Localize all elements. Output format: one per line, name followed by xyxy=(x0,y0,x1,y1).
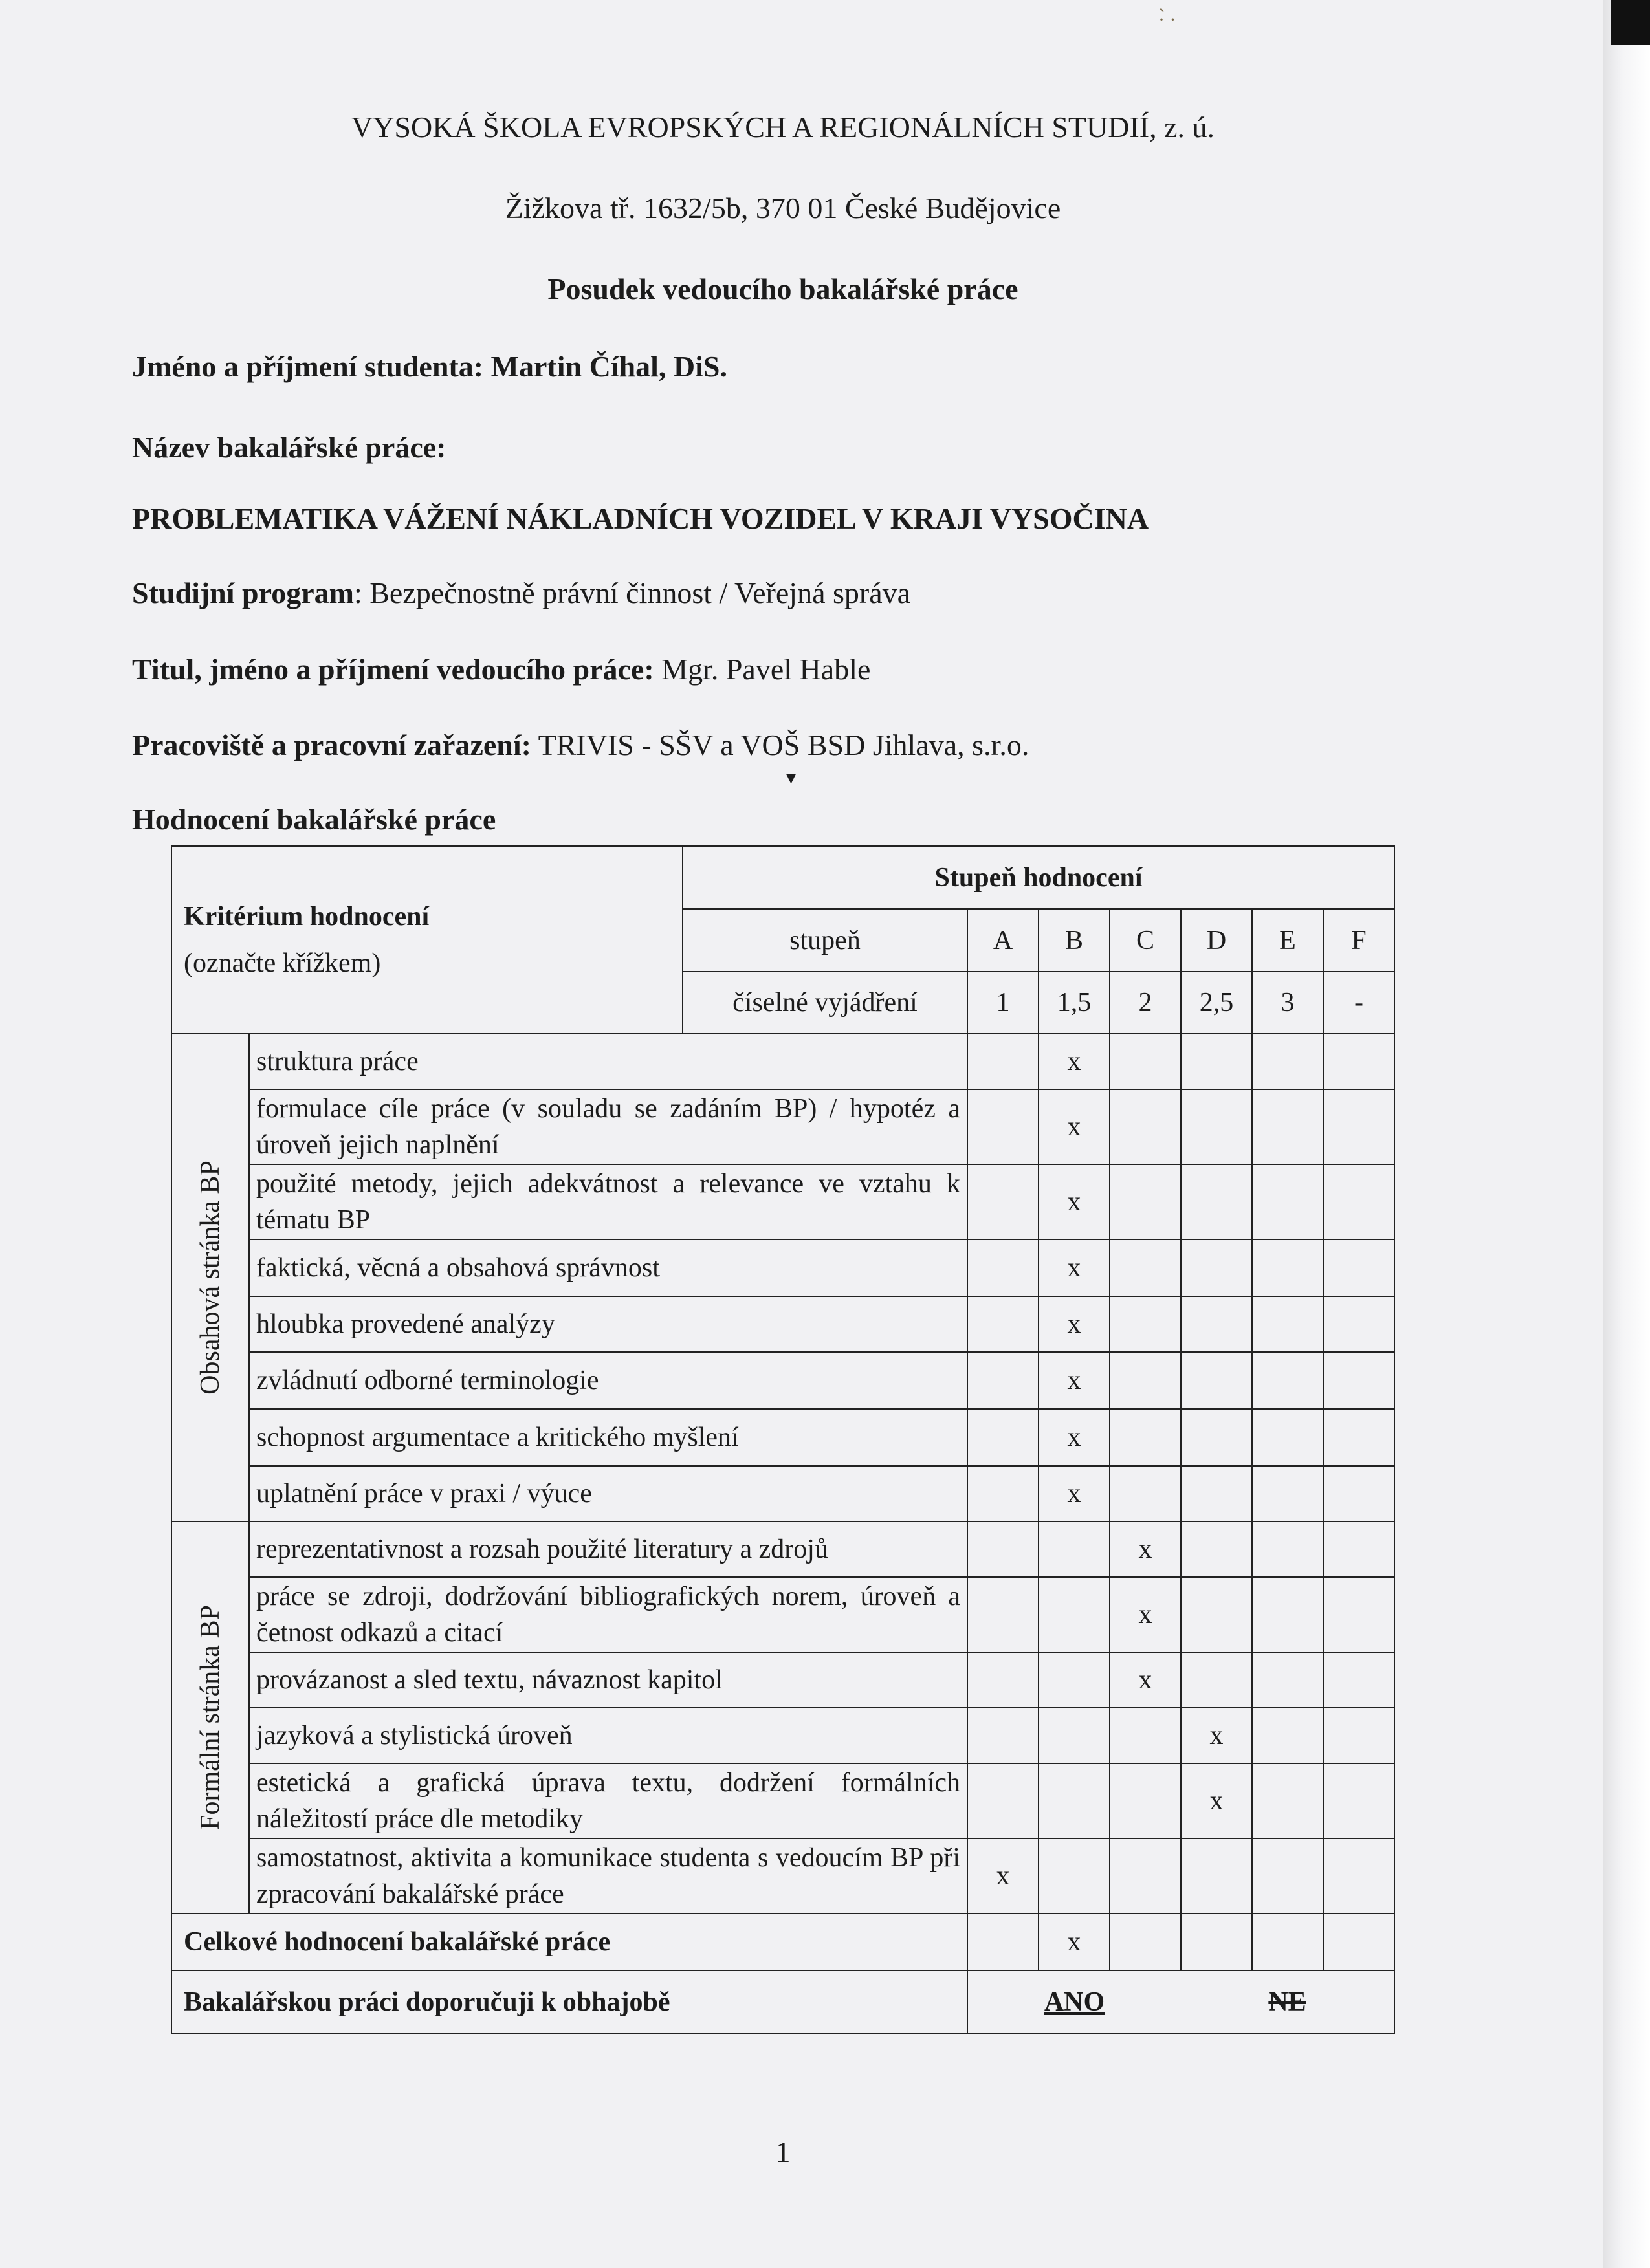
grade-mark-cell xyxy=(1323,1409,1394,1466)
grade-mark-cell: x xyxy=(1039,1352,1110,1409)
grade-mark-cell: x xyxy=(1039,1296,1110,1352)
grade-mark-cell: x xyxy=(1039,1239,1110,1296)
institution-address: Žižkova tř. 1632/5b, 370 01 České Budějovice xyxy=(505,191,1061,224)
criterion-text: jazyková a stylistická úroveň xyxy=(249,1708,967,1763)
grade-mark-cell: x xyxy=(1039,1164,1110,1239)
workplace-line xyxy=(132,728,1029,762)
criterion-text: samostatnost, aktivita a komunikace studenta s vedoucím BP při zpracování bakalářské práce xyxy=(249,1838,967,1914)
overall-mark-cell xyxy=(1110,1914,1181,1970)
grade-mark-cell xyxy=(1110,1409,1181,1466)
recommendation-row xyxy=(171,1970,1394,2033)
section-label-cell xyxy=(171,1034,249,1521)
criterion-row xyxy=(171,1239,1394,1296)
overall-mark-cell xyxy=(967,1914,1039,1970)
criterion-text: použité metody, jejich adekvátnost a relevance ve vztahu k tématu BP xyxy=(249,1164,967,1239)
grade-letter-cell: C xyxy=(1110,909,1181,972)
grade-mark-cell xyxy=(1323,1838,1394,1914)
grade-mark-cell xyxy=(1323,1466,1394,1521)
criterion-row xyxy=(171,1296,1394,1352)
grade-mark-cell xyxy=(1252,1352,1323,1409)
page-number: 1 xyxy=(775,2135,791,2168)
document-title: Posudek vedoucího bakalářské práce xyxy=(547,272,1018,305)
grade-mark-cell: x xyxy=(1110,1521,1181,1577)
grade-mark-cell xyxy=(1110,1708,1181,1763)
overall-row xyxy=(171,1914,1394,1970)
program-label: Studijní program xyxy=(132,576,354,609)
grade-mark-cell: x xyxy=(1181,1708,1252,1763)
grade-mark-cell xyxy=(1252,1409,1323,1466)
grade-mark-cell: x xyxy=(967,1838,1039,1914)
criterion-row xyxy=(171,1034,1394,1089)
grade-mark-cell xyxy=(1252,1763,1323,1838)
grade-mark-cell xyxy=(1181,1652,1252,1708)
grade-mark-cell xyxy=(967,1708,1039,1763)
evaluation-heading: Hodnocení bakalářské práce xyxy=(132,803,496,836)
criterion-row xyxy=(171,1164,1394,1239)
criterion-row xyxy=(171,1708,1394,1763)
grade-mark-cell xyxy=(1110,1296,1181,1352)
student-label: Jméno a příjmení studenta: xyxy=(132,350,484,383)
workplace-value: TRIVIS - SŠV a VOŠ BSD Jihlava, s.r.o. xyxy=(538,728,1029,761)
grade-mark-cell xyxy=(967,1239,1039,1296)
workplace-label: Pracoviště a pracovní zařazení: xyxy=(132,728,531,761)
grade-numeric-cell: 1 xyxy=(967,972,1039,1034)
grade-mark-cell xyxy=(967,1352,1039,1409)
section-label: Formální stránka BP xyxy=(195,1605,225,1830)
grade-mark-cell xyxy=(1323,1521,1394,1577)
criterion-text: uplatnění práce v praxi / výuce xyxy=(249,1466,967,1521)
grade-mark-cell: x xyxy=(1039,1466,1110,1521)
grade-mark-cell xyxy=(1252,1652,1323,1708)
numeric-row-label: číselné vyjádření xyxy=(683,972,967,1034)
scan-speck: ▾ xyxy=(786,767,797,789)
grade-mark-cell xyxy=(1252,1466,1323,1521)
grade-mark-cell xyxy=(1323,1089,1394,1164)
grade-mark-cell xyxy=(1181,1164,1252,1239)
grade-numeric-cell: 2,5 xyxy=(1181,972,1252,1034)
criterion-row xyxy=(171,1352,1394,1409)
criterion-row xyxy=(171,1763,1394,1838)
grade-mark-cell: x xyxy=(1039,1409,1110,1466)
grade-mark-cell xyxy=(967,1652,1039,1708)
criterion-text: struktura práce xyxy=(249,1034,967,1089)
supervisor-line xyxy=(132,652,870,686)
section-label-cell xyxy=(171,1521,249,1914)
grade-mark-cell: x xyxy=(1039,1034,1110,1089)
criterion-text: faktická, věcná a obsahová správnost xyxy=(249,1239,967,1296)
grade-letter-cell: B xyxy=(1039,909,1110,972)
institution-name: VYSOKÁ ŠKOLA EVROPSKÝCH A REGIONÁLNÍCH STUDIÍ, z. ú. xyxy=(351,111,1215,144)
criterion-text: hloubka provedené analýzy xyxy=(249,1296,967,1352)
grade-mark-cell xyxy=(1110,1034,1181,1089)
grade-mark-cell xyxy=(1110,1838,1181,1914)
grade-mark-cell xyxy=(1323,1577,1394,1652)
criterion-header-cell xyxy=(171,846,683,1034)
grade-mark-cell xyxy=(1110,1164,1181,1239)
grade-mark-cell xyxy=(967,1763,1039,1838)
grade-mark-cell xyxy=(1323,1296,1394,1352)
grade-mark-cell xyxy=(967,1089,1039,1164)
grade-mark-cell xyxy=(1252,1708,1323,1763)
section-label: Obsahová stránka BP xyxy=(195,1161,225,1395)
grade-row-label: stupeň xyxy=(683,909,967,972)
grade-mark-cell: x xyxy=(1110,1652,1181,1708)
overall-mark-cell: x xyxy=(1039,1914,1110,1970)
grade-mark-cell xyxy=(1181,1034,1252,1089)
grade-mark-cell xyxy=(967,1577,1039,1652)
grade-mark-cell xyxy=(967,1466,1039,1521)
student-value: Martin Číhal, DiS. xyxy=(490,350,728,383)
grade-mark-cell xyxy=(1181,1838,1252,1914)
criterion-row xyxy=(171,1838,1394,1914)
grade-mark-cell xyxy=(1323,1652,1394,1708)
criterion-text: estetická a grafická úprava textu, dodržení formálních náležitostí práce dle metodiky xyxy=(249,1763,967,1838)
grade-mark-cell xyxy=(1039,1521,1110,1577)
grade-letter-cell: E xyxy=(1252,909,1323,972)
grade-numeric-cell: 3 xyxy=(1252,972,1323,1034)
grade-mark-cell xyxy=(1110,1239,1181,1296)
grade-mark-cell xyxy=(967,1296,1039,1352)
criterion-row xyxy=(171,1521,1394,1577)
criterion-header: Kritérium hodnocení xyxy=(184,902,430,932)
grade-mark-cell xyxy=(1181,1089,1252,1164)
overall-mark-cell xyxy=(1323,1914,1394,1970)
criterion-text: schopnost argumentace a kritického myšlení xyxy=(249,1409,967,1466)
grade-numeric-cell: 1,5 xyxy=(1039,972,1110,1034)
grade-mark-cell xyxy=(1323,1763,1394,1838)
grade-mark-cell xyxy=(1110,1466,1181,1521)
thesis-title: PROBLEMATIKA VÁŽENÍ NÁKLADNÍCH VOZIDEL V KRAJI VYSOČINA xyxy=(132,502,1149,535)
criterion-row xyxy=(171,1577,1394,1652)
grade-letter-cell: A xyxy=(967,909,1039,972)
program-line: Studijní program: Bezpečnostně právní činnost / Veřejná správa xyxy=(132,576,911,609)
criterion-row xyxy=(171,1652,1394,1708)
recommend-yes: ANO xyxy=(1044,1987,1105,2017)
grade-mark-cell xyxy=(1252,1521,1323,1577)
grade-letter-cell: F xyxy=(1323,909,1394,972)
criterion-text: formulace cíle práce (v souladu se zadáním BP) / hypotéz a úroveň jejich naplnění xyxy=(249,1089,967,1164)
criterion-text: reprezentativnost a rozsah použité literatury a zdrojů xyxy=(249,1521,967,1577)
criterion-note: (označte křížkem) xyxy=(184,948,381,978)
program-value: Bezpečnostně právní činnost / Veřejná správa xyxy=(369,576,911,609)
recommend-yes-cell xyxy=(967,1970,1181,2033)
grade-mark-cell xyxy=(1181,1521,1252,1577)
grade-mark-cell xyxy=(1039,1763,1110,1838)
grade-mark-cell: x xyxy=(1039,1089,1110,1164)
grade-mark-cell xyxy=(967,1521,1039,1577)
grade-letter-cell: D xyxy=(1181,909,1252,972)
grade-mark-cell xyxy=(967,1034,1039,1089)
criterion-row xyxy=(171,1466,1394,1521)
grade-mark-cell xyxy=(1252,1838,1323,1914)
recommendation-label: Bakalářskou práci doporučuji k obhajobě xyxy=(171,1970,967,2033)
grade-mark-cell xyxy=(1039,1708,1110,1763)
grade-mark-cell xyxy=(1181,1352,1252,1409)
grade-mark-cell xyxy=(1252,1239,1323,1296)
criterion-text: zvládnutí odborné terminologie xyxy=(249,1352,967,1409)
criterion-row xyxy=(171,1089,1394,1164)
supervisor-value: Mgr. Pavel Hable xyxy=(661,653,871,686)
criterion-row xyxy=(171,1409,1394,1466)
grade-mark-cell xyxy=(1181,1466,1252,1521)
grade-mark-cell xyxy=(1323,1164,1394,1239)
grade-mark-cell xyxy=(1252,1164,1323,1239)
grade-mark-cell xyxy=(1110,1089,1181,1164)
grade-mark-cell xyxy=(1039,1838,1110,1914)
scan-page-edge xyxy=(1603,0,1650,2268)
grade-mark-cell xyxy=(1252,1089,1323,1164)
grade-mark-cell xyxy=(1323,1352,1394,1409)
grade-mark-cell: x xyxy=(1181,1763,1252,1838)
grade-mark-cell xyxy=(1323,1708,1394,1763)
grade-mark-cell xyxy=(1181,1577,1252,1652)
grade-mark-cell xyxy=(1323,1239,1394,1296)
grade-mark-cell xyxy=(967,1164,1039,1239)
grade-mark-cell xyxy=(1323,1034,1394,1089)
grade-mark-cell xyxy=(1181,1296,1252,1352)
criterion-text: provázanost a sled textu, návaznost kapitol xyxy=(249,1652,967,1708)
grade-numeric-cell: - xyxy=(1323,972,1394,1034)
grade-mark-cell: x xyxy=(1110,1577,1181,1652)
overall-mark-cell xyxy=(1181,1914,1252,1970)
scan-speck: ·̀ · xyxy=(1158,9,1176,30)
overall-mark-cell xyxy=(1252,1914,1323,1970)
supervisor-label: Titul, jméno a příjmení vedoucího práce: xyxy=(132,653,654,686)
grade-header: Stupeň hodnocení xyxy=(683,846,1394,909)
grade-mark-cell xyxy=(1039,1652,1110,1708)
grade-mark-cell xyxy=(1181,1409,1252,1466)
grade-mark-cell xyxy=(1110,1763,1181,1838)
grade-mark-cell xyxy=(1039,1577,1110,1652)
overall-label: Celkové hodnocení bakalářské práce xyxy=(171,1914,967,1970)
grade-mark-cell xyxy=(967,1409,1039,1466)
grade-mark-cell xyxy=(1181,1239,1252,1296)
grade-numeric-cell: 2 xyxy=(1110,972,1181,1034)
criterion-text: práce se zdroji, dodržování bibliografických norem, úroveň a četnost odkazů a citací xyxy=(249,1577,967,1652)
thesis-label: Název bakalářské práce: xyxy=(132,431,446,464)
grade-mark-cell xyxy=(1252,1034,1323,1089)
grade-mark-cell xyxy=(1252,1296,1323,1352)
student-line xyxy=(132,349,727,384)
grade-mark-cell xyxy=(1252,1577,1323,1652)
recommend-no: NE xyxy=(1268,1987,1306,2017)
recommend-no-cell xyxy=(1181,1970,1394,2033)
evaluation-table xyxy=(171,845,1395,2034)
grade-mark-cell xyxy=(1110,1352,1181,1409)
